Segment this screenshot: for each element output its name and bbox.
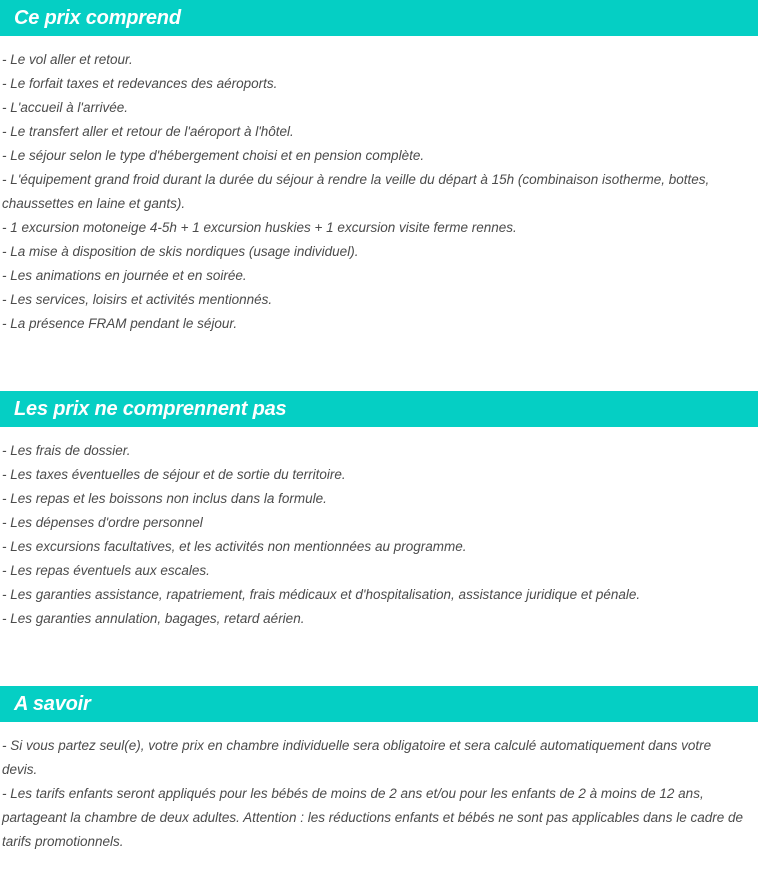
section-body-excluded bbox=[0, 427, 758, 631]
section-title-excluded: Les prix ne comprennent pas bbox=[14, 398, 287, 420]
list-item: - Les excursions facultatives, et les activités non mentionnées au programme. bbox=[2, 539, 467, 554]
list-item: - Les repas éventuels aux escales. bbox=[2, 563, 210, 578]
list-item: - Les services, loisirs et activités mentionnés. bbox=[2, 292, 273, 307]
list-item: - Les garanties assistance, rapatriement, frais médicaux et d'hospitalisation, assistance juridique et pénale. bbox=[2, 587, 641, 602]
list-item: - Le séjour selon le type d'hébergement choisi et en pension complète. bbox=[2, 148, 425, 163]
list-item: - Si vous partez seul(e), votre prix en chambre individuelle sera obligatoire et sera calculé automatiquement dans votre devis. bbox=[2, 738, 712, 777]
page-bottom-spacer bbox=[0, 854, 758, 874]
section-les-prix-ne-comprennent-pas bbox=[0, 391, 758, 631]
section-title-included: Ce prix comprend bbox=[14, 7, 181, 29]
list-item: - Les garanties annulation, bagages, retard aérien. bbox=[2, 611, 305, 626]
section-spacer bbox=[0, 631, 758, 686]
section-ce-prix-comprend bbox=[0, 0, 758, 336]
list-item: - Les taxes éventuelles de séjour et de sortie du territoire. bbox=[2, 467, 346, 482]
list-item: - Les frais de dossier. bbox=[2, 443, 131, 458]
list-item: - Les tarifs enfants seront appliqués pour les bébés de moins de 2 ans et/ou pour les enfants de 2 à moins de 12 ans, partageant la chambre de deux adultes. Attention : les réductions enfants et bébés ne sont pas applicables dans le cadre de tarifs promotionnels. bbox=[2, 786, 743, 849]
list-item: - Le vol aller et retour. bbox=[2, 52, 133, 67]
list-item: - Les dépenses d'ordre personnel bbox=[2, 515, 203, 530]
list-item: - Le forfait taxes et redevances des aéroports. bbox=[2, 76, 278, 91]
list-item: - L'équipement grand froid durant la durée du séjour à rendre la veille du départ à 15h (combinaison isotherme, bottes, chaussettes en laine et gants). bbox=[2, 172, 710, 211]
section-title-good-to-know: A savoir bbox=[14, 693, 91, 715]
section-body-good-to-know bbox=[0, 722, 758, 854]
section-header-excluded bbox=[0, 391, 758, 427]
list-item: - L'accueil à l'arrivée. bbox=[2, 100, 128, 115]
section-header-included bbox=[0, 0, 758, 36]
list-item: - Le transfert aller et retour de l'aéroport à l'hôtel. bbox=[2, 124, 294, 139]
section-a-savoir bbox=[0, 686, 758, 854]
list-item: - Les repas et les boissons non inclus dans la formule. bbox=[2, 491, 327, 506]
list-item: - La présence FRAM pendant le séjour. bbox=[2, 316, 238, 331]
section-body-included bbox=[0, 36, 758, 336]
list-item: - 1 excursion motoneige 4-5h + 1 excursion huskies + 1 excursion visite ferme rennes. bbox=[2, 220, 517, 235]
list-item: - Les animations en journée et en soirée. bbox=[2, 268, 247, 283]
list-item: - La mise à disposition de skis nordiques (usage individuel). bbox=[2, 244, 359, 259]
section-spacer bbox=[0, 336, 758, 391]
section-header-good-to-know bbox=[0, 686, 758, 722]
